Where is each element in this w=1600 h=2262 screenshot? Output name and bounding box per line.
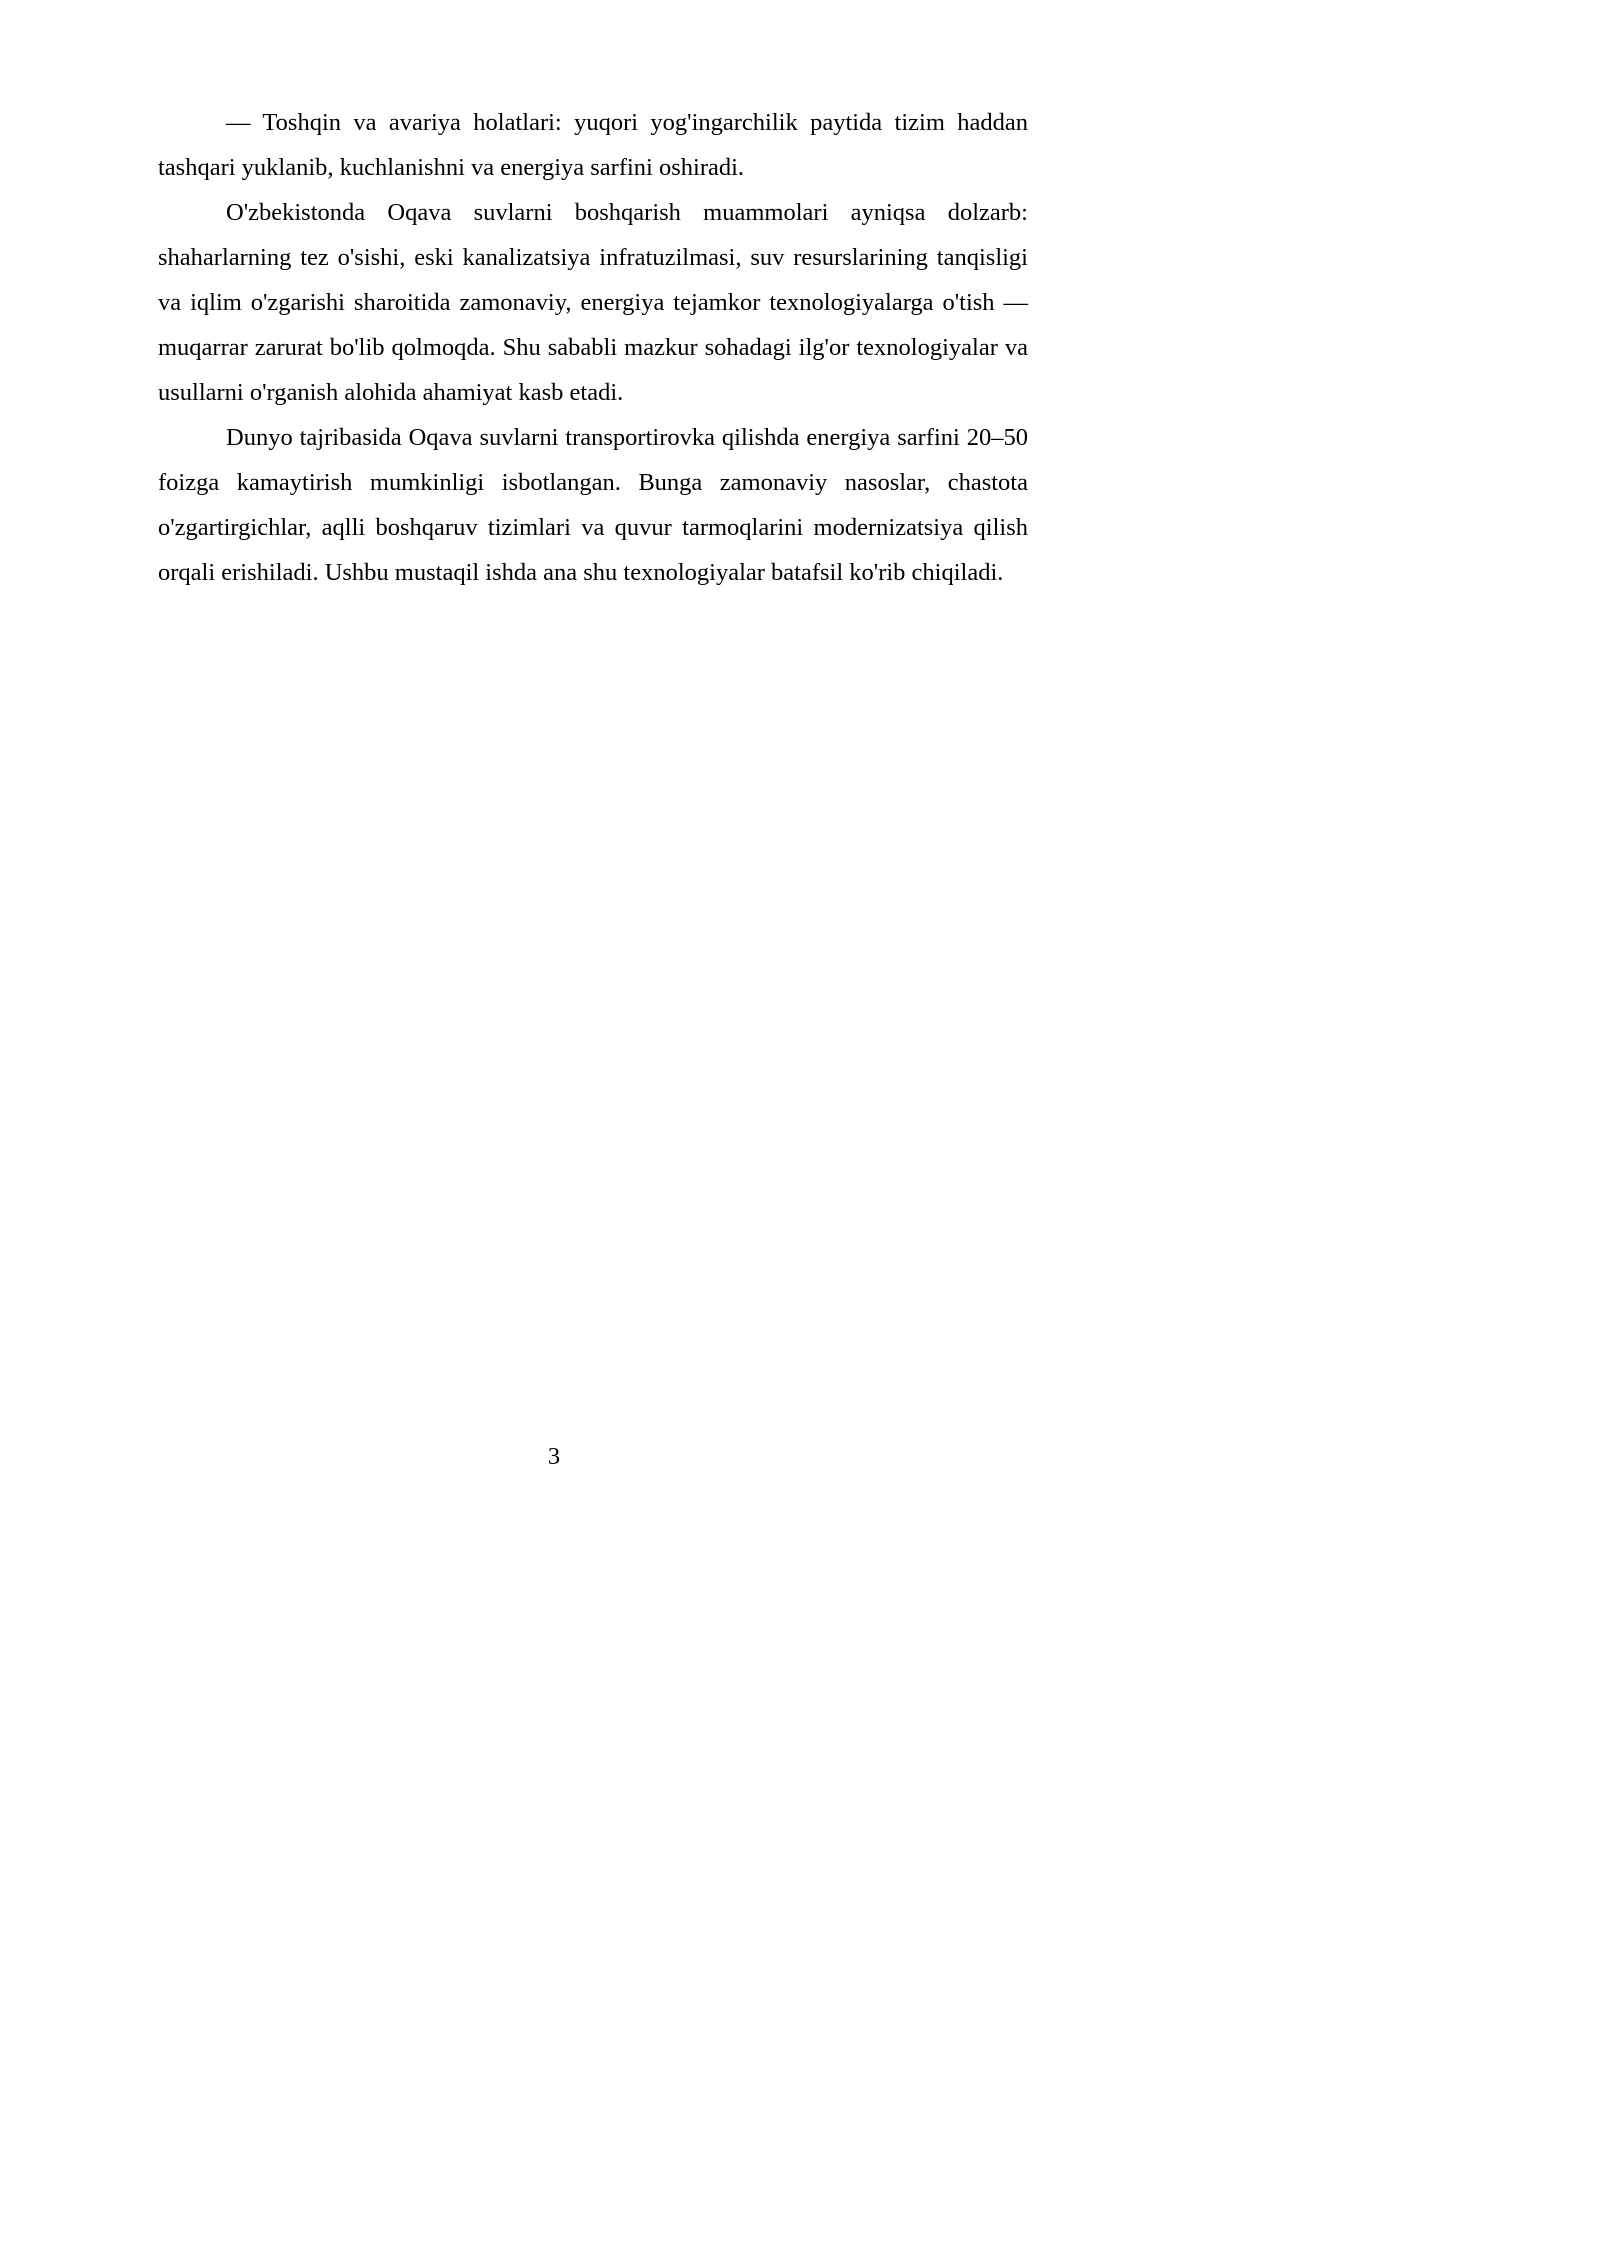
- paragraph-uzbekistan-problems: O'zbekistonda Oqava suvlarni boshqarish muammolari ayniqsa dolzarb: shaharlarning tez o'sishi, eski kanalizatsiya infratuzilmasi, suv resurslarining tanqisligi va iqlim o'zgarishi sharoitida zamonaviy, energiya tejamkor texnologiyalarga o'tish — muqarrar zarurat bo'lib qolmoqda. Shu sababli mazkur sohadagi ilg'or texnologiyalar va usullarni o'rganish alohida ahamiyat kasb etadi.: [158, 199, 1028, 406]
- body-text: [158, 100, 1028, 595]
- paragraph-world-experience: Dunyo tajribasida Oqava suvlarni transportirovka qilishda energiya sarfini 20–50 foizga kamaytirish mumkinligi isbotlangan. Bunga zamonaviy nasoslar, chastota o'zgartirgichlar, aqlli boshqaruv tizimlari va quvur tarmoqlarini modernizatsiya qilish orqali erishiladi. Ushbu mustaqil ishda ana shu texnologiyalar batafsil ko'rib chiqiladi.: [158, 424, 1028, 586]
- paragraph-flood-conditions: — Toshqin va avariya holatlari: yuqori yog'ingarchilik paytida tizim haddan tashqari yuklanib, kuchlanishni va energiya sarfini oshiradi.: [158, 109, 1028, 181]
- page-number: 3: [547, 1443, 561, 1470]
- document-page: [0, 0, 1108, 1567]
